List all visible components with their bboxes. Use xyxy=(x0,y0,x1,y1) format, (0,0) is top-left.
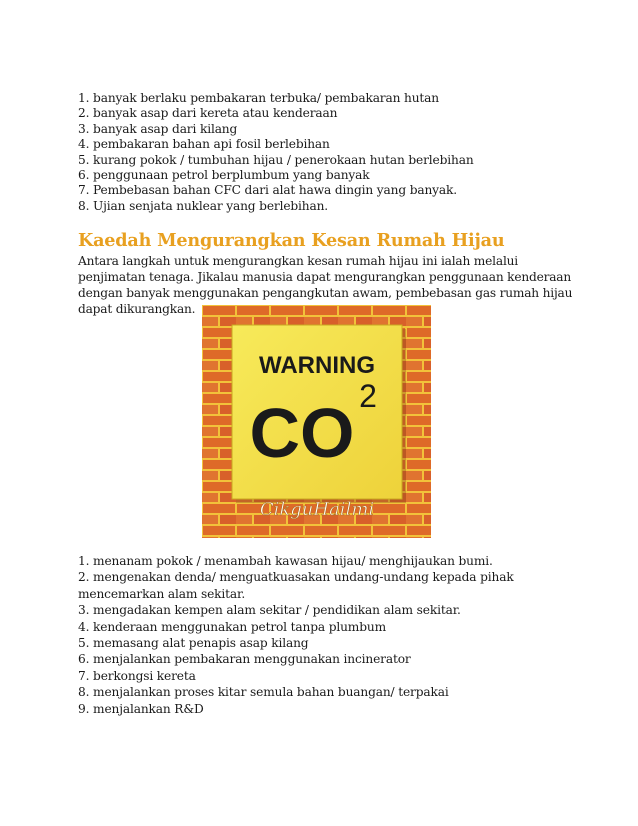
list-item: 8. menjalankan proses kitar semula bahan buangan/ terpakai xyxy=(78,685,449,700)
list-item: 4. pembakaran bahan api fosil berlebihan xyxy=(78,137,330,152)
list-item: 4. kenderaan menggunakan petrol tanpa plumbum xyxy=(78,619,386,634)
intro-paragraph: Antara langkah untuk mengurangkan kesan rumah hijau ini ialah melalui penjimatan tenaga. Jikalau manusia dapat mengurangkan penggunaan kenderaan dengan banyak menggunakan pengangkutan awam, pembebasan gas rumah hijau dapat dikurangkan. xyxy=(78,254,573,316)
sign-title: WARNING xyxy=(259,352,375,379)
watermark-text: CikguHailmi xyxy=(259,499,375,520)
list-item: 8. Ujian senjata nuklear yang berlebihan. xyxy=(78,198,329,213)
causes-list xyxy=(78,91,578,214)
measures-list xyxy=(78,553,578,717)
list-item: 3. banyak asap dari kilang xyxy=(78,121,238,136)
sign-superscript: 2 xyxy=(359,378,377,414)
list-item: 7. berkongsi kereta xyxy=(78,668,196,683)
list-item: 1. menanam pokok / menambah kawasan hijau/ menghijaukan bumi. xyxy=(78,554,493,568)
list-item: 2. banyak asap dari kereta atau kenderaan xyxy=(78,106,338,121)
list-item: 6. menjalankan pembakaran menggunakan incinerator xyxy=(78,652,411,667)
list-item: 3. mengadakan kempen alam sekitar / pendidikan alam sekitar. xyxy=(78,603,461,618)
list-item: 2. mengenakan denda/ menguatkuasakan undang-undang kepada pihak mencemarkan alam sekitar. xyxy=(78,570,514,601)
list-item: 6. penggunaan petrol berplumbum yang banyak xyxy=(78,168,370,183)
list-item: 5. kurang pokok / tumbuhan hijau / penerokaan hutan berlebihan xyxy=(78,152,474,167)
co2-warning-image xyxy=(202,305,431,538)
list-item: 5. memasang alat penapis asap kilang xyxy=(78,636,309,651)
section-heading: Kaedah Mengurangkan Kesan Rumah Hijau xyxy=(78,230,505,251)
list-item: 7. Pembebasan bahan CFC dari alat hawa dingin yang banyak. xyxy=(78,183,457,198)
sign-formula: CO xyxy=(249,394,355,472)
list-item: 9. menjalankan R&D xyxy=(78,701,204,716)
list-item: 1. banyak berlaku pembakaran terbuka/ pembakaran hutan xyxy=(78,91,439,105)
